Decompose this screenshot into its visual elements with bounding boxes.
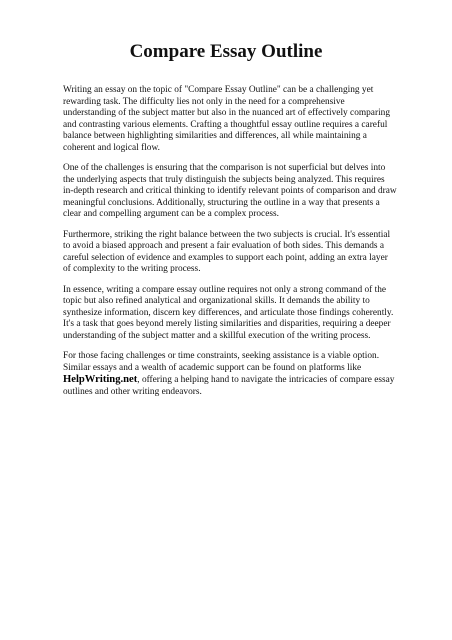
paragraph-2: One of the challenges is ensuring that the comparison is not superficial but delves into the underlying aspects that truly distinguish the subjects being analyzed. This requires in-depth research and critical thinking to identify relevant points of comparison and draw meaningful conclusions. Additionally, structuring the outline in a way that presents a clear and compelling argument can be a complex process.: [63, 163, 397, 219]
paragraph-1: Writing an essay on the topic of "Compare Essay Outline" can be a challenging yet rewarding task. The difficulty lies not only in the need for a comprehensive understanding of the subject matter but also in the nuanced art of effectively comparing and contrasting various elements. Crafting a thoughtful essay outline requires a careful balance between highlighting similarities and differences, all while maintaining a coherent and logical flow.: [63, 85, 391, 153]
paragraph-5-text-after-link: , offering a helping hand to navigate the intricacies of compare essay outlines and other writing endeavors.: [63, 375, 395, 397]
paragraph-4: In essence, writing a compare essay outline requires not only a strong command of the topic but also refined analytical and organizational skills. It demands the ability to synthesize information, discern key differences, and articulate those findings coherently. It's a task that goes beyond merely listing similarities and disparities, requiring a deeper understanding of the subject matter and a skillful execution of the writing process.: [63, 284, 394, 341]
document-title: Compare Essay Outline: [129, 41, 323, 62]
paragraph-3: Furthermore, striking the right balance between the two subjects is crucial. It's essential to avoid a biased approach and present a fair evaluation of both sides. This demands a careful selection of evidence and examples to support each point, adding an extra layer of complexity to the writing process.: [63, 229, 391, 274]
paragraph-5: [63, 351, 397, 398]
document-body: [63, 85, 397, 407]
helpwriting-link[interactable]: HelpWriting.net: [63, 374, 138, 385]
paragraph-5-text-before-link: For those facing challenges or time constraints, seeking assistance is a viable option. Similar essays and a wealth of academic support can be found on platforms like: [63, 351, 380, 373]
